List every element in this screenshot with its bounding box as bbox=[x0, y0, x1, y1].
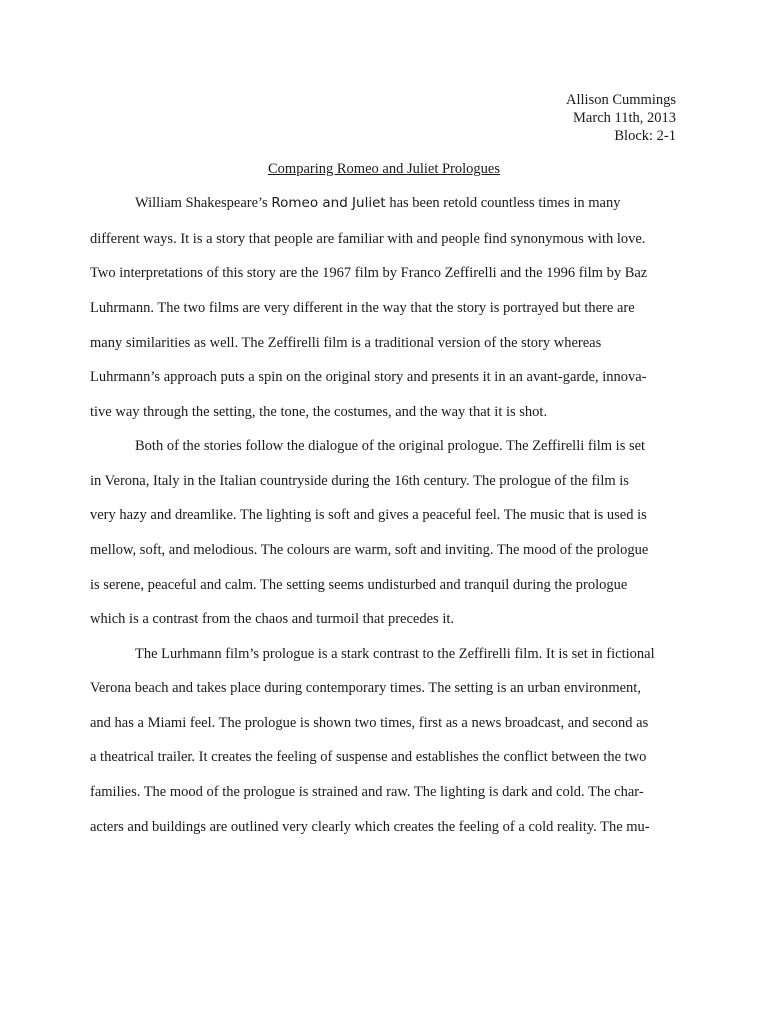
body-line: and has a Miami feel. The prologue is shown two times, first as a news broadcast, and second as bbox=[90, 715, 649, 731]
document-title: Comparing Romeo and Juliet Prologues bbox=[268, 161, 500, 177]
body-line: Luhrmann. The two films are very different in the way that the story is portrayed but there are bbox=[90, 300, 635, 316]
body-line bbox=[135, 194, 620, 212]
first-line-lead: William Shakespeare’s bbox=[135, 195, 272, 211]
header-block bbox=[566, 91, 676, 145]
first-line-tail: has been retold countless times in many bbox=[385, 195, 621, 211]
body-line: a theatrical trailer. It creates the feeling of suspense and establishes the conflict between the two bbox=[90, 749, 647, 765]
paragraph-start-line: Both of the stories follow the dialogue of the original prologue. The Zeffirelli film is set bbox=[135, 438, 646, 454]
body-line: is serene, peaceful and calm. The setting seems undisturbed and tranquil during the prologue bbox=[90, 577, 628, 593]
body-line: families. The mood of the prologue is strained and raw. The lighting is dark and cold. The char- bbox=[90, 784, 644, 800]
body-line: in Verona, Italy in the Italian countryside during the 16th century. The prologue of the film is bbox=[90, 473, 629, 489]
body-line: very hazy and dreamlike. The lighting is soft and gives a peaceful feel. The music that is used is bbox=[90, 507, 647, 523]
paragraph-start-line: The Lurhmann film’s prologue is a stark contrast to the Zeffirelli film. It is set in fictional bbox=[135, 646, 655, 662]
body-line: Two interpretations of this story are the 1967 film by Franco Zeffirelli and the 1996 film by Baz bbox=[90, 265, 648, 281]
body-line: Verona beach and takes place during contemporary times. The setting is an urban environment, bbox=[90, 680, 641, 696]
body-line: different ways. It is a story that people are familiar with and people find synonymous with love. bbox=[90, 231, 646, 247]
work-title: Romeo and Juliet bbox=[271, 195, 386, 211]
body-line: which is a contrast from the chaos and turmoil that precedes it. bbox=[90, 611, 455, 627]
body-line: many similarities as well. The Zeffirelli film is a traditional version of the story whereas bbox=[90, 335, 602, 351]
class-block: Block: 2-1 bbox=[614, 128, 676, 144]
body-line: Luhrmann’s approach puts a spin on the original story and presents it in an avant-garde, innova- bbox=[90, 369, 647, 385]
body-line: mellow, soft, and melodious. The colours are warm, soft and inviting. The mood of the prologue bbox=[90, 542, 649, 558]
document-date: March 11th, 2013 bbox=[573, 110, 676, 126]
body-line: tive way through the setting, the tone, the costumes, and the way that it is shot. bbox=[90, 404, 548, 420]
body-line: acters and buildings are outlined very clearly which creates the feeling of a cold reality. The mu- bbox=[90, 819, 650, 835]
author-name: Allison Cummings bbox=[566, 92, 676, 108]
